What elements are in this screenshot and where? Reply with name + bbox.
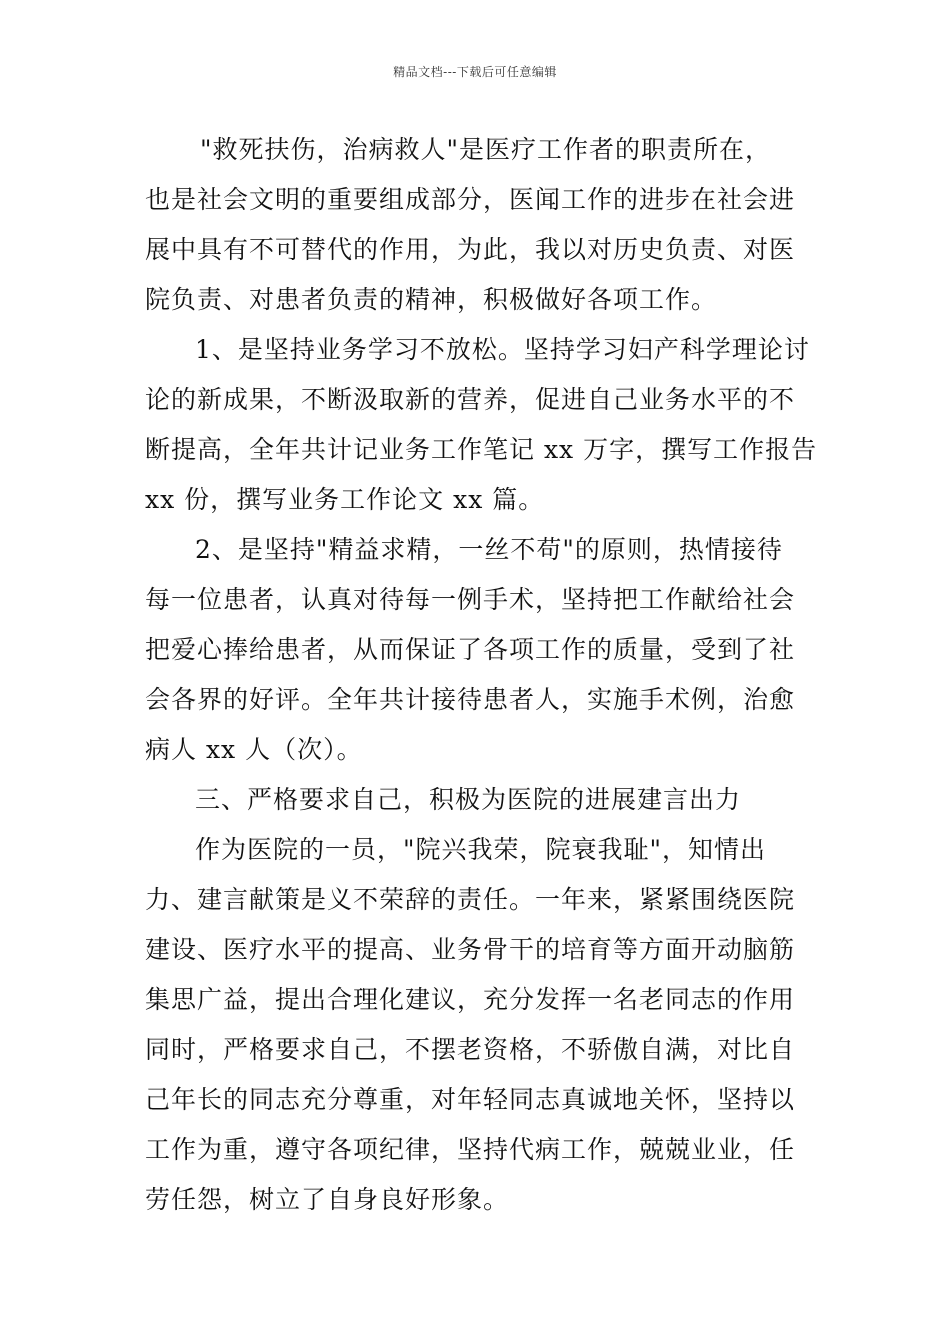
paragraph-3-line-4: 会各界的好评。全年共计接待患者人，实施手术例，治愈 [145,685,796,714]
paragraph-3-line-2: 每一位患者，认真对待每一例手术，坚持把工作献给社会 [145,585,796,614]
paragraph-1-line-3: 展中具有不可替代的作用，为此，我以对历史负责、对医 [145,235,796,264]
paragraph-4-line-4: 集思广益，提出合理化建议，充分发挥一名老同志的作用 [145,985,796,1014]
paragraph-4-line-5: 同时，严格要求自己，不摆老资格，不骄傲自满，对比自 [145,1035,796,1064]
paragraph-2-line-4: xx 份，撰写业务工作论文 xx 篇。 [145,485,545,514]
paragraph-1-line-4: 院负责、对患者负责的精神，积极做好各项工作。 [145,285,718,314]
paragraph-2-line-1: 1、是坚持业务学习不放松。坚持学习妇产科学理论讨 [195,335,810,364]
paragraph-4-line-3: 建设、医疗水平的提高、业务骨干的培育等方面开动脑筋 [145,935,796,964]
page-header: 精品文档---下载后可任意编辑 [393,65,557,79]
paragraph-4-line-7: 工作为重，遵守各项纪律，坚持代病工作，兢兢业业，任 [145,1135,796,1164]
paragraph-1-line-2: 也是社会文明的重要组成部分，医闻工作的进步在社会进 [145,185,796,214]
paragraph-2-line-2: 论的新成果，不断汲取新的营养，促进自己业务水平的不 [145,385,796,414]
paragraph-2-line-3: 断提高，全年共计记业务工作笔记 xx 万字，撰写工作报告 [145,435,818,464]
paragraph-1-line-1: "救死扶伤，治病救人"是医疗工作者的职责所在， [200,135,771,164]
paragraph-4-line-2: 力、建言献策是义不荣辞的责任。一年来，紧紧围绕医院 [145,885,796,914]
paragraph-4-line-6: 己年长的同志充分尊重，对年轻同志真诚地关怀，坚持以 [145,1085,796,1114]
paragraph-3-line-5: 病人 xx 人（次）。 [145,735,363,764]
paragraph-3-line-3: 把爱心捧给患者，从而保证了各项工作的质量，受到了社 [145,635,796,664]
paragraph-3-line-1: 2、是坚持"精益求精，一丝不苟"的原则，热情接待 [195,535,783,564]
paragraph-4-line-1: 作为医院的一员，"院兴我荣，院衰我耻"，知情出 [195,835,766,864]
section-heading: 三、严格要求自己，积极为医院的进展建言出力 [195,785,742,814]
paragraph-4-line-8: 劳任怨，树立了自身良好形象。 [145,1185,510,1214]
